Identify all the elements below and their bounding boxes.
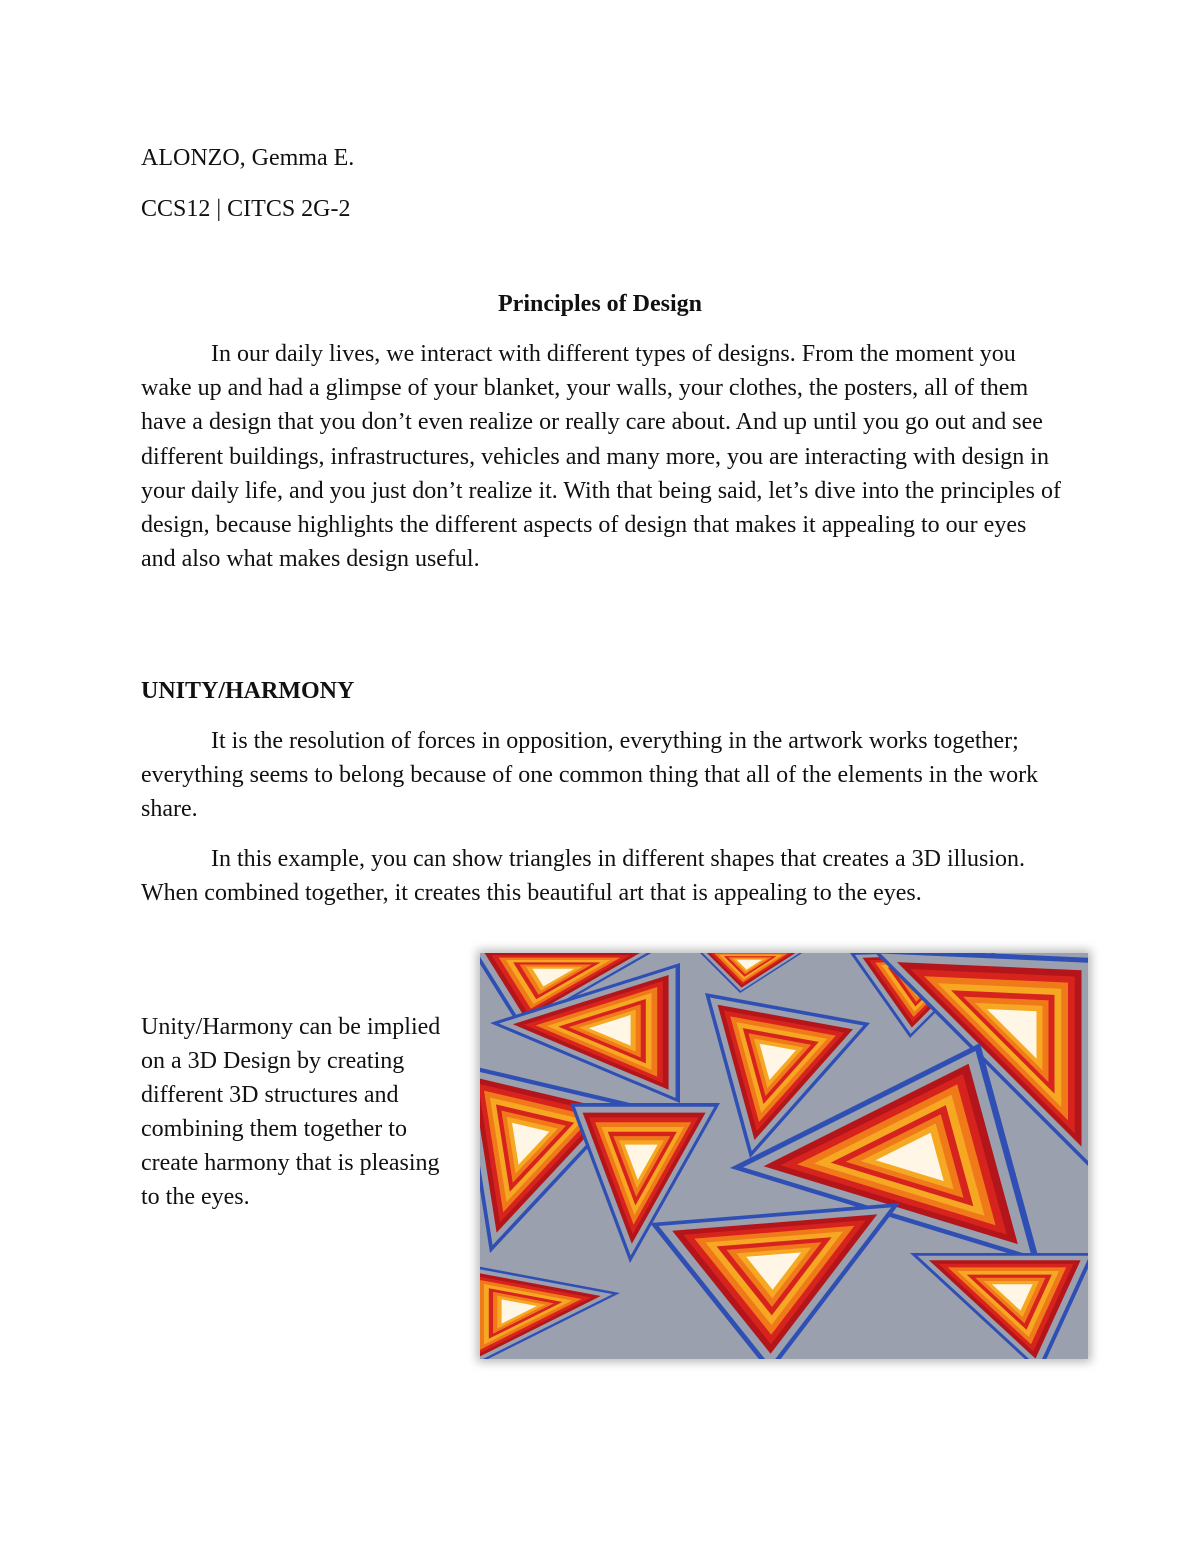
- course-section: CCS12 | CITCS 2G-2: [141, 196, 351, 222]
- page-title: Principles of Design: [498, 291, 702, 317]
- triangle-artwork-illustration: [480, 953, 1088, 1359]
- intro-paragraph: In our daily lives, we interact with different types of designs. From the moment you wake up and had a glimpse of your blanket, your walls, your clothes, the posters, all of them have a design that you don’t even realize or really care about. And up until you go out and see different buildings, infrastructures, vehicles and many more, you are interacting with design in your daily life, and you just don’t realize it. With that being said, let’s dive into the principles of design, because highlights the different aspects of design that makes it appealing to our eyes and also what makes design useful.: [141, 341, 1061, 573]
- example-paragraph: In this example, you can show triangles in different shapes that creates a 3D illusion. When combined together, it creates this beautiful art that is appealing to the eyes.: [141, 846, 1026, 907]
- figure-caption: Unity/Harmony can be implied on a 3D Design by creating different 3D structures and combining them together to create harmony that is pleasing to the eyes.: [141, 1014, 441, 1210]
- section-heading: UNITY/HARMONY: [141, 678, 355, 704]
- definition-paragraph: It is the resolution of forces in opposition, everything in the artwork works together; everything seems to belong because of one common thing that all of the elements in the work share.: [141, 728, 1039, 823]
- author-name: ALONZO, Gemma E.: [141, 145, 355, 171]
- artwork-image: [480, 953, 1088, 1359]
